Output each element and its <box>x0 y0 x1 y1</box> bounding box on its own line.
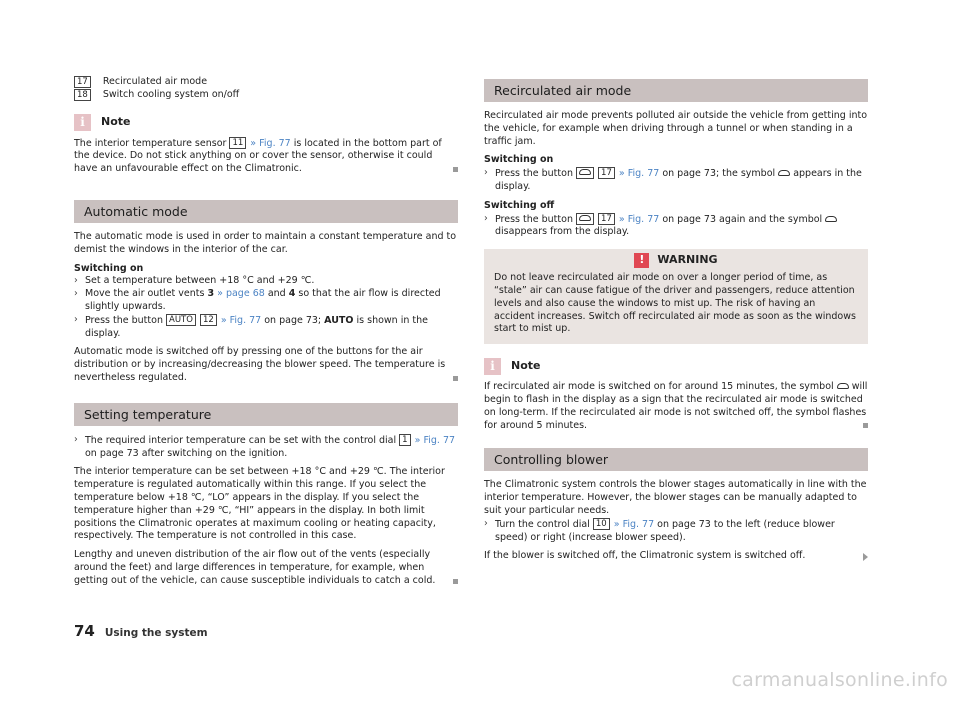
recirculation-button-symbol <box>576 213 594 225</box>
legend-item-18 <box>74 89 458 102</box>
chevron-right-icon: › <box>484 212 488 224</box>
chevron-right-icon: › <box>74 275 78 287</box>
recirculation-icon <box>778 170 790 176</box>
fig-link[interactable]: » Fig. 77 <box>618 168 660 180</box>
recirculation-icon <box>579 215 591 221</box>
ref-number: 10 <box>593 518 610 530</box>
note-header <box>74 114 458 131</box>
fig-link[interactable]: » Fig. 77 <box>250 137 291 149</box>
warning-icon: ! <box>634 253 649 268</box>
warning-header <box>484 249 868 270</box>
recirculation-button-symbol <box>576 167 594 179</box>
page-number: 74 <box>74 622 95 640</box>
warning-box <box>484 249 868 344</box>
chevron-right-icon: › <box>74 288 78 300</box>
chevron-right-icon: › <box>484 167 488 179</box>
watermark-logo: carmanualsonline.info <box>731 669 948 691</box>
chevron-right-icon: › <box>74 433 78 445</box>
list-item: › Turn the control dial 10 » Fig. 77 on page 73 to the left (reduce blower speed) or right (increase blower speed). <box>484 517 835 543</box>
section-end-marker <box>453 579 458 584</box>
subheading: Switching on <box>74 262 144 274</box>
legend-label: Recirculated air mode <box>102 76 208 87</box>
subheading: Switching off <box>484 199 555 211</box>
chevron-right-icon: › <box>484 517 488 529</box>
legend-label: Switch cooling system on/off <box>102 88 240 100</box>
recirculation-icon <box>837 383 849 389</box>
paragraph: The automatic mode is used in order to maintain a constant temperature and to demist the windows in the interior of the car. <box>74 230 457 255</box>
note-text: The interior temperature sensor 11 » Fig. 77 is located in the bottom part of the device. Do not stick anything on or cover the sensor, otherwise it could have an unfavourable effect on the Climatronic. <box>74 137 458 176</box>
recirculation-icon <box>825 216 837 222</box>
section-end-marker <box>453 167 458 172</box>
section-end-marker <box>863 423 868 428</box>
legend-item-17 <box>74 76 458 89</box>
fig-link[interactable]: » Fig. 77 <box>618 213 660 225</box>
info-icon: i <box>484 358 501 375</box>
paragraph: Automatic mode is switched off by pressing one of the buttons for the air distribution or by increasing/decreasing the blower speed. The temperature is nevertheless regulated. <box>74 346 458 384</box>
list-item: › The required interior temperature can be set with the control dial 1 » Fig. 77 on page 73 after switching on the ignition. <box>74 433 456 459</box>
paragraph: Recirculated air mode prevents polluted air outside the vehicle from getting into the vehicle, for example when driving through a tunnel or when standing in a traffic jam. <box>484 110 868 147</box>
left-column <box>74 76 458 594</box>
paragraph: The interior temperature can be set between +18 °C and +29 ℃. The interior temperature is regulated automatically within this range. If you select the temperature below +18 ℃, “LO” appears in the display. If you select the temperature higher than +29 ℃, “HI” appears in the display. In both limit positions the Climatronic operates at maximum cooling or heating capacity, respectively. The temperature is not controlled in this case. <box>74 466 445 542</box>
fig-link[interactable]: » Fig. 77 <box>613 518 655 530</box>
page-footer <box>74 622 208 640</box>
subheading: Switching on <box>484 154 554 166</box>
paragraph: If the blower is switched off, the Climatronic system is switched off. <box>484 550 868 563</box>
section-heading-setting-temperature: Setting temperature <box>74 403 458 426</box>
note-text: If recirculated air mode is switched on for around 15 minutes, the symbol will begin to flash in the display as a sign that the recirculated air mode is switched on long-term. If the recirculated air mode is not switched off, the symbol flashes for around 5 minutes. <box>484 381 868 431</box>
fig-link[interactable]: » Fig. 77 <box>220 314 262 326</box>
auto-button-symbol: AUTO <box>166 314 196 326</box>
note-header <box>484 358 868 375</box>
note-title: Note <box>101 114 131 128</box>
list-item: › Press the button 17 » Fig. 77 on page 73 again and the symbol disappears from the display. <box>484 213 868 240</box>
recirculation-icon <box>579 169 591 175</box>
ref-number: 12 <box>200 314 217 326</box>
paragraph: The Climatronic system controls the blower stages automatically in line with the interior temperature. However, the blower stages can be manually adapted to suit your particular needs. <box>484 479 867 516</box>
ref-number: 17 <box>598 213 615 225</box>
list-item: › Press the button AUTO 12 » Fig. 77 on page 73; AUTO is shown in the display. <box>74 313 428 339</box>
legend-number: 18 <box>74 89 91 101</box>
footer-chapter-label: Using the system <box>104 627 208 639</box>
list-item: › Set a temperature between +18 °C and +29 ℃. <box>74 275 315 287</box>
paragraph: Lengthy and uneven distribution of the air flow out of the vents (especially around the feet) and large differences in temperature, for example, when getting out of the vehicle, can cause susceptible individuals to catch a cold. <box>74 549 458 587</box>
section-heading-controlling-blower: Controlling blower <box>484 448 868 471</box>
fig-link[interactable]: » Fig. 77 <box>414 434 456 446</box>
list-item: › Press the button 17 » Fig. 77 on page 73; the symbol appears in the display. <box>484 167 862 192</box>
info-icon: i <box>74 114 91 131</box>
continue-arrow-icon <box>863 553 868 561</box>
note-title: Note <box>511 359 541 373</box>
ref-number: 1 <box>399 434 410 446</box>
ref-number: 17 <box>598 167 615 179</box>
chevron-right-icon: › <box>74 313 78 325</box>
section-heading-automatic-mode: Automatic mode <box>74 200 458 223</box>
section-end-marker <box>453 376 458 381</box>
section-heading-recirculated-air: Recirculated air mode <box>484 79 868 102</box>
list-item: › Move the air outlet vents 3 » page 68 and 4 so that the air flow is directed slightly upwards. <box>74 288 441 312</box>
right-column <box>484 79 868 569</box>
warning-title: WARNING <box>657 253 718 267</box>
page-link[interactable]: » page 68 <box>217 288 265 300</box>
legend-number: 17 <box>74 76 91 88</box>
ref-number: 11 <box>229 137 246 149</box>
warning-text: Do not leave recirculated air mode on over a longer period of time, as “stale” air can cause fatigue of the driver and passengers, reduce attention levels and also cause the windows to mist up. The risk of having an accident increases. Switch off recirculated air mode as soon as the windows start to mist up. <box>494 272 856 335</box>
